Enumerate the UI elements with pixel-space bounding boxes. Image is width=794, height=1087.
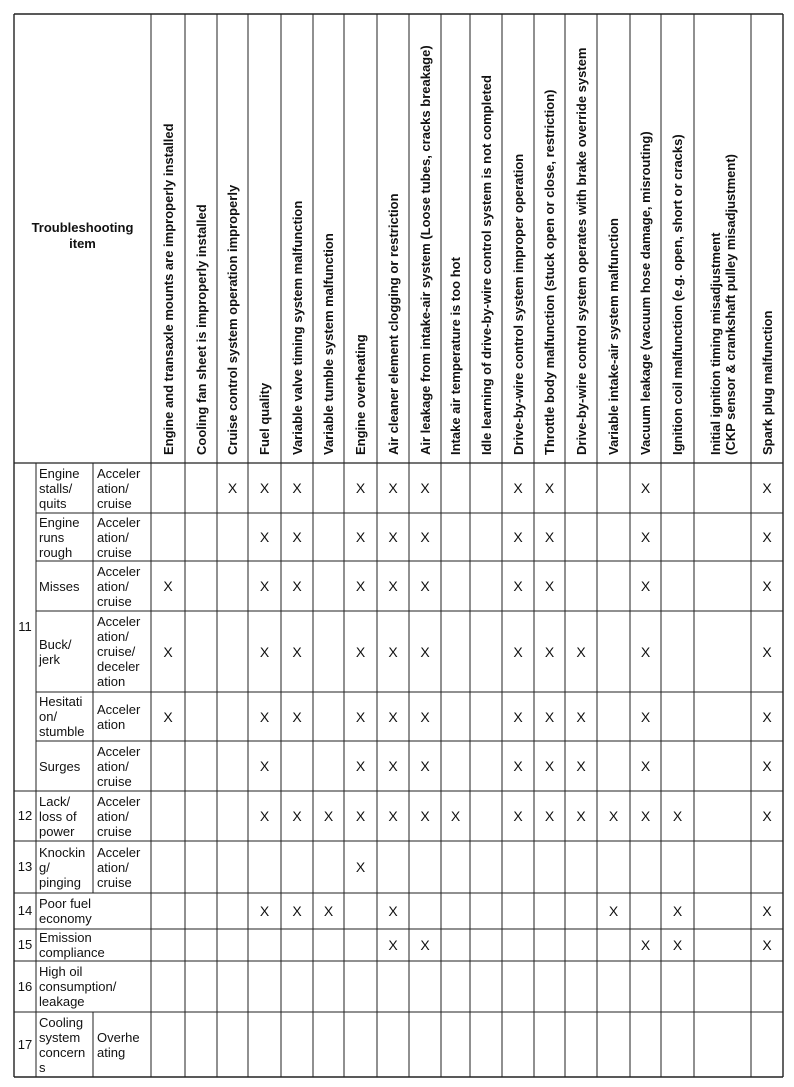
column-header — [321, 233, 336, 455]
symptom-text: Lack/ — [39, 793, 71, 809]
check-mark: X — [388, 529, 398, 545]
condition-text: cruise — [97, 593, 132, 609]
check-mark: X — [420, 758, 430, 774]
check-mark: X — [576, 708, 586, 725]
check-mark: X — [259, 808, 270, 824]
check-mark: X — [163, 708, 173, 725]
check-mark: X — [672, 903, 683, 919]
group-number: 17 — [17, 1036, 33, 1052]
check-mark: X — [420, 578, 430, 594]
group-number: 12 — [17, 808, 33, 823]
check-mark: X — [576, 758, 586, 774]
column-header — [257, 383, 272, 455]
check-mark: X — [544, 643, 555, 660]
check-mark: X — [355, 529, 366, 545]
condition-text: ation/ — [97, 480, 129, 496]
symptom-text: concern — [39, 1044, 86, 1060]
column-header-line: Cruise control system operation improperly — [225, 184, 240, 455]
column-header-line: Engine overheating — [353, 334, 368, 455]
check-mark: X — [259, 578, 270, 594]
column-header-line: Initial ignition timing misadjustment — [707, 232, 723, 455]
check-mark: X — [513, 529, 523, 545]
symptom-text: consumption/ — [39, 979, 117, 994]
condition-text: Acceler — [97, 563, 141, 579]
group-number: 15 — [17, 937, 33, 952]
condition-text: ation — [97, 674, 126, 689]
symptom-text: Misses — [39, 578, 80, 594]
column-header-line: Engine and transaxle mounts are improperly installed — [160, 123, 176, 455]
check-mark: X — [163, 643, 173, 660]
column-header — [606, 218, 621, 455]
condition-cell — [97, 515, 149, 560]
column-header — [386, 193, 401, 455]
check-mark: X — [388, 708, 398, 725]
column-header-line: Drive-by-wire control system operates with brake override system — [573, 47, 589, 455]
check-mark: X — [292, 643, 302, 660]
column-header-line: Air cleaner element clogging or restriction — [385, 193, 401, 455]
column-header — [670, 134, 685, 455]
check-mark: X — [640, 480, 651, 496]
check-mark: X — [640, 708, 651, 725]
check-mark: X — [544, 758, 555, 774]
check-mark: X — [259, 708, 270, 725]
condition-cell — [97, 794, 149, 839]
column-header — [760, 311, 775, 455]
symptom-text: quits — [39, 495, 67, 511]
check-mark: X — [227, 480, 238, 496]
check-mark: X — [259, 758, 270, 774]
condition-text: Acceler — [97, 701, 141, 717]
check-mark: X — [544, 708, 555, 725]
symptom-cell — [39, 466, 91, 511]
symptom-text: Knockin — [39, 844, 86, 860]
column-header — [353, 334, 368, 455]
column-header-line: Air leakage from intake-air system (Loose tubes, cracks breakage) — [417, 45, 433, 455]
condition-cell — [97, 845, 149, 890]
table-title-line: Troubleshooting — [31, 220, 134, 235]
condition-text: Acceler — [97, 614, 141, 629]
symptom-text: system — [39, 1029, 81, 1045]
check-mark: X — [292, 529, 302, 545]
table-title — [14, 220, 151, 252]
check-mark: X — [420, 643, 430, 660]
symptom-text: stumble — [39, 724, 85, 739]
group-number: 14 — [17, 903, 33, 918]
check-mark: X — [450, 808, 461, 824]
check-mark: X — [355, 578, 366, 594]
symptom-text: economy — [39, 911, 92, 926]
symptom-text: jerk — [39, 651, 60, 667]
condition-text: cruise — [97, 773, 132, 789]
condition-text: ation/ — [97, 808, 129, 824]
check-mark: X — [762, 808, 772, 824]
check-mark: X — [762, 578, 772, 594]
check-mark: X — [762, 708, 772, 725]
check-mark: X — [576, 808, 586, 824]
check-mark: X — [292, 480, 302, 496]
condition-text: cruise/ — [97, 644, 136, 659]
check-mark: X — [576, 643, 586, 660]
check-mark: X — [513, 708, 523, 725]
condition-cell — [97, 564, 149, 609]
check-mark: X — [388, 808, 398, 824]
symptom-cell — [39, 759, 91, 774]
column-header-line: Variable valve timing system malfunction — [289, 200, 305, 455]
column-header-line: Spark plug malfunction — [759, 310, 775, 455]
check-mark: X — [762, 529, 772, 545]
condition-text: ation/ — [97, 529, 129, 545]
check-mark: X — [672, 808, 683, 824]
symptom-cell — [39, 637, 91, 667]
check-mark: X — [420, 808, 430, 824]
check-mark: X — [762, 643, 772, 660]
check-mark: X — [355, 643, 366, 660]
column-header — [511, 154, 526, 455]
condition-cell — [97, 744, 149, 789]
check-mark: X — [388, 758, 398, 774]
condition-text: ation/ — [97, 859, 129, 875]
check-mark: X — [259, 643, 270, 660]
check-mark: X — [544, 529, 555, 545]
column-header-line: Drive-by-wire control system improper operation — [510, 153, 526, 455]
condition-text: cruise — [97, 874, 132, 890]
check-mark: X — [355, 708, 366, 725]
check-mark: X — [762, 903, 772, 919]
column-header — [161, 123, 176, 455]
check-mark: X — [355, 859, 366, 875]
column-header — [418, 45, 433, 455]
symptom-text: Emission — [39, 930, 92, 945]
check-mark: X — [672, 937, 683, 953]
check-mark: X — [292, 708, 302, 725]
condition-text: ation/ — [97, 629, 129, 644]
symptom-cell — [39, 515, 91, 560]
symptom-text: Engine — [39, 465, 80, 481]
condition-text: Acceler — [97, 844, 141, 860]
column-header-line: Variable tumble system malfunction — [321, 233, 336, 455]
check-mark: X — [355, 758, 366, 774]
symptom-cell — [39, 964, 149, 1009]
check-mark: X — [513, 578, 523, 594]
condition-text: cruise — [97, 544, 132, 560]
check-mark: X — [640, 578, 651, 594]
symptom-cell — [39, 579, 91, 594]
condition-cell — [97, 1030, 149, 1060]
check-mark: X — [640, 808, 651, 824]
symptom-text: compliance — [39, 945, 105, 960]
column-header — [479, 75, 494, 455]
check-mark: X — [163, 578, 173, 594]
symptom-cell — [39, 794, 91, 839]
check-mark: X — [388, 578, 398, 594]
column-header-line: Vacuum leakage (vacuum hose damage, misrouting) — [638, 131, 653, 455]
symptom-cell — [39, 845, 91, 890]
check-mark: X — [259, 529, 270, 545]
check-mark: X — [420, 480, 430, 496]
symptom-text: stalls/ — [39, 480, 73, 496]
group-number: 13 — [17, 859, 33, 874]
column-header-line: Cooling fan sheet is improperly installed — [193, 204, 209, 455]
symptom-text: Hesitati — [39, 694, 83, 709]
column-header-line: Idle learning of drive-by-wire control system is not completed — [478, 75, 494, 455]
check-mark: X — [292, 808, 302, 824]
check-mark: X — [762, 480, 772, 496]
condition-cell — [97, 614, 149, 689]
condition-text: ation/ — [97, 758, 129, 774]
check-mark: X — [640, 643, 651, 660]
condition-cell — [97, 702, 149, 732]
check-mark: X — [355, 480, 366, 496]
symptom-text: leakage — [39, 994, 85, 1009]
check-mark: X — [259, 903, 270, 919]
condition-text: Overhe — [97, 1029, 140, 1045]
check-mark: X — [544, 808, 555, 824]
column-header — [290, 201, 305, 455]
check-mark: X — [608, 808, 619, 824]
column-header — [574, 48, 589, 456]
column-header — [194, 204, 209, 455]
group-number: 16 — [17, 978, 33, 994]
symptom-text: Cooling — [39, 1014, 84, 1030]
check-mark: X — [292, 903, 302, 919]
symptom-text: runs — [39, 529, 65, 545]
symptom-text: power — [39, 823, 75, 839]
check-mark: X — [259, 480, 270, 496]
column-header — [638, 131, 653, 455]
symptom-text: s — [39, 1059, 46, 1075]
condition-text: cruise — [97, 823, 132, 839]
symptom-text: loss of — [39, 808, 77, 824]
condition-text: Acceler — [97, 793, 141, 809]
column-header-line: Intake air temperature is too hot — [448, 257, 463, 455]
condition-text: cruise — [97, 495, 132, 511]
check-mark: X — [513, 758, 523, 774]
check-mark: X — [513, 808, 523, 824]
column-header — [448, 257, 463, 455]
check-mark: X — [388, 937, 398, 953]
condition-text: deceler — [97, 659, 140, 674]
column-header-line: Ignition coil malfunction (e.g. open, short or cracks) — [670, 134, 685, 455]
check-mark: X — [292, 578, 302, 594]
column-header-line: Throttle body malfunction (stuck open or close, restriction) — [542, 89, 557, 455]
symptom-text: Buck/ — [39, 636, 72, 652]
condition-text: Acceler — [97, 514, 141, 530]
check-mark: X — [762, 758, 772, 774]
check-mark: X — [388, 643, 398, 660]
check-mark: X — [608, 903, 619, 919]
column-header — [708, 154, 738, 455]
condition-text: Acceler — [97, 465, 141, 481]
condition-text: ating — [97, 1044, 126, 1060]
symptom-cell — [39, 896, 149, 926]
symptom-text: rough — [39, 544, 73, 560]
check-mark: X — [420, 529, 430, 545]
symptom-cell — [39, 1015, 91, 1075]
symptom-text: Engine — [39, 514, 80, 530]
symptom-cell — [39, 694, 91, 739]
check-mark: X — [388, 480, 398, 496]
check-mark: X — [640, 937, 651, 953]
symptom-text: High oil — [39, 964, 83, 979]
check-mark: X — [420, 708, 430, 725]
check-mark: X — [388, 903, 398, 919]
column-header-line: Fuel quality — [257, 382, 272, 455]
check-mark: X — [762, 937, 772, 953]
check-mark: X — [544, 480, 555, 496]
check-mark: X — [640, 529, 651, 545]
check-mark: X — [323, 808, 334, 824]
condition-cell — [97, 466, 149, 511]
column-header — [542, 90, 557, 455]
group-number: 11 — [18, 619, 32, 634]
check-mark: X — [355, 808, 366, 824]
condition-text: ation — [97, 716, 126, 732]
column-header-line: (CKP sensor & crankshaft pulley misadjustment) — [722, 153, 738, 455]
check-mark: X — [640, 758, 651, 774]
symptom-text: g/ — [39, 859, 50, 875]
column-header — [225, 185, 240, 455]
check-mark: X — [420, 937, 430, 953]
check-mark: X — [513, 480, 523, 496]
check-mark: X — [513, 643, 523, 660]
condition-text: Acceler — [97, 743, 141, 759]
table-title-line: item — [69, 236, 96, 251]
symptom-text: pinging — [39, 874, 81, 890]
symptom-text: on/ — [39, 709, 58, 724]
condition-text: ation/ — [97, 578, 129, 594]
check-mark: X — [323, 903, 334, 919]
symptom-text: Poor fuel — [39, 896, 92, 911]
symptom-text: Surges — [39, 758, 81, 774]
symptom-cell — [39, 930, 149, 960]
check-mark: X — [544, 578, 555, 594]
column-header-line: Variable intake-air system malfunction — [606, 218, 621, 455]
